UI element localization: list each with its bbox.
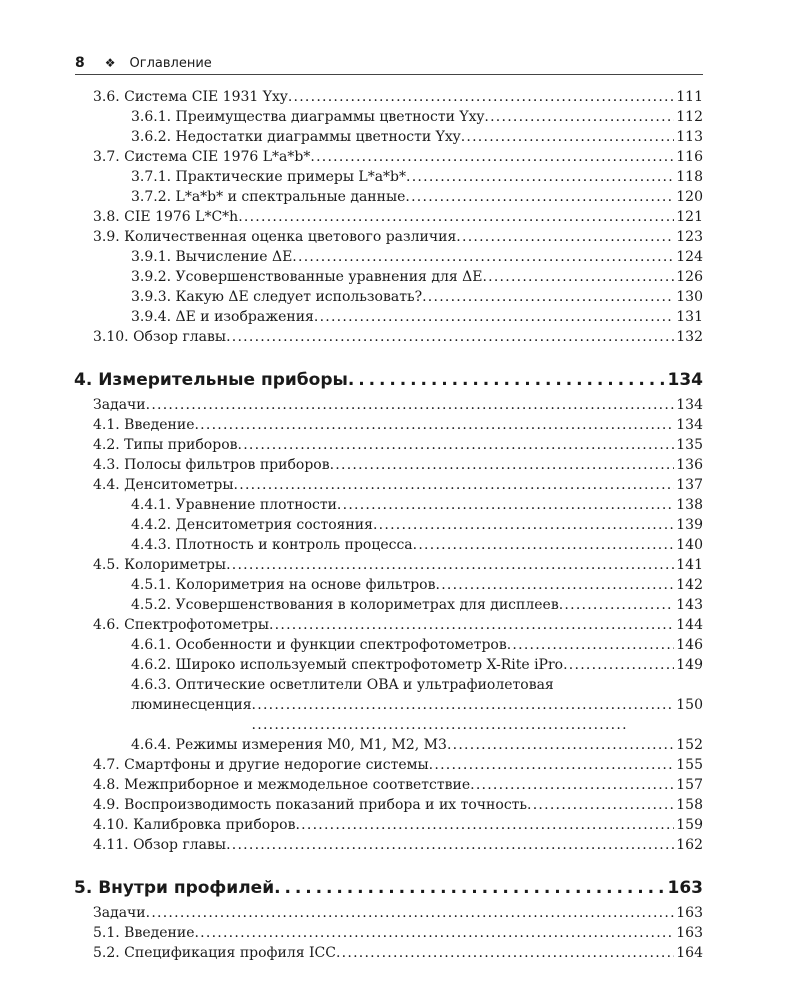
toc-entry-page: 134 [676,417,703,433]
toc-entry-title: 4.6. Спектрофотометры [93,617,269,633]
toc-entry-title: 3.7.1. Практические примеры L*a*b* [131,169,407,185]
leader-dots [234,475,675,495]
leader-dots [226,555,674,575]
toc-entry[interactable] [93,755,703,775]
page-number: 8 [75,55,85,71]
toc-entry-page: 164 [676,945,703,961]
toc-entry[interactable] [131,575,703,595]
toc-entry-page: 121 [676,209,703,225]
leader-dots [330,455,675,475]
toc-entry-page: 163 [676,925,703,941]
leader-dots [292,247,674,267]
toc-entry-page: 139 [676,517,703,533]
leader-dots [405,187,674,207]
toc-entry-page: 163 [676,905,703,921]
toc-entry[interactable] [131,287,703,307]
toc-entry-title: 4.3. Полосы фильтров приборов [93,457,330,473]
leader-dots [269,615,674,635]
toc-entry-title: 4.1. Введение [93,417,195,433]
toc-entry-title-continued: люминесценция [131,697,252,713]
toc-entry[interactable] [131,127,703,147]
toc-entry-page: 141 [676,557,703,573]
toc-entry[interactable] [131,515,703,535]
toc-entry-page: 150 [676,697,703,713]
leader-dots [314,307,674,327]
toc-entry[interactable] [131,535,703,555]
toc-entry-page: 137 [676,477,703,493]
toc-entry-page: 136 [676,457,703,473]
toc-entry-page: 118 [676,169,703,185]
toc-entry[interactable] [93,87,703,107]
leader-dots [194,415,674,435]
toc-entry-title: 4.7. Смартфоны и другие недорогие системы [93,757,429,773]
running-header [75,52,703,75]
toc-entry-page: 135 [676,437,703,453]
toc-entry-title: 3.9.4. ΔE и изображения [131,309,314,325]
toc-entry-title: 3.10. Обзор главы [93,329,227,345]
toc-entry-title: 3.9. Количественная оценка цветового различия [93,229,457,245]
leader-dots [238,207,674,227]
toc-entry-page: 159 [676,817,703,833]
toc-entry-page: 116 [676,149,703,165]
toc-chapter[interactable] [74,367,703,393]
leader-dots [238,435,675,455]
leader-dots [226,835,674,855]
toc-entry-page: 113 [676,129,703,145]
leader-dots [274,875,665,901]
toc-entry-title: 3.7. Система CIE 1976 L*a*b* [93,149,311,165]
toc-entry-page: 157 [676,777,703,793]
leader-dots [484,107,674,127]
toc-entry[interactable] [131,107,703,127]
toc-entry-page: 130 [676,289,703,305]
toc-entry[interactable] [93,775,703,795]
toc-entry-page: 146 [676,637,703,653]
toc-chapter-title: 5. Внутри профилей [74,878,275,898]
toc-entry-title: 3.9.1. Вычисление ΔE [131,249,293,265]
toc-entry[interactable] [131,247,703,267]
toc-entry-page: 134 [676,397,703,413]
leader-dots [194,923,674,943]
toc-entry-page: 120 [676,189,703,205]
toc-entry-title: 4.4.2. Денситометрия состояния [131,517,373,533]
leader-dots [507,635,675,655]
leader-dots [348,367,666,393]
leader-dots [563,655,674,675]
leader-dots [310,147,674,167]
toc-entry-title: Задачи [93,905,146,921]
toc-entry-title: 3.9.3. Какую ΔE следует использовать? [131,289,423,305]
toc-entry[interactable] [93,795,703,815]
toc-entry-title: 4.11. Обзор главы [93,837,227,853]
toc-entry[interactable] [93,147,703,167]
toc-entry-page: 152 [676,737,703,753]
toc-entry[interactable] [93,415,703,435]
leader-dots [527,795,674,815]
toc-entry[interactable] [93,615,703,635]
leader-dots [422,287,674,307]
toc-entry[interactable] [131,595,703,615]
leader-dots [146,903,675,923]
toc-entry-title: 4.4. Денситометры [93,477,234,493]
toc-entry-title: 4.6.3. Оптические осветлители OBA и ультрафиолетовая [131,677,554,693]
toc-entry[interactable] [93,923,703,943]
toc-entry-page: 162 [676,837,703,853]
toc-entry[interactable] [93,815,703,835]
toc-entry[interactable] [93,455,703,475]
toc-entry-title: 3.6. Система CIE 1931 Yxy [93,89,288,105]
toc-entry-page: 112 [676,109,703,125]
toc-entry-title: 4.8. Межприборное и межмодельное соответствие [93,777,471,793]
leader-dots [146,395,675,415]
leader-dots [456,227,674,247]
toc-entry-title: 4.4.3. Плотность и контроль процесса [131,537,413,553]
toc-entry-title: 4.2. Типы приборов [93,437,238,453]
toc-entry-page: 155 [676,757,703,773]
toc-entry-page: 143 [676,597,703,613]
leader-dots [559,595,675,615]
toc-entry-page: 124 [676,249,703,265]
leader-dots [436,575,675,595]
leader-dots [406,167,674,187]
section-title: Оглавление [129,55,212,71]
leader-dots [470,775,674,795]
leader-dots [295,815,674,835]
toc-entry[interactable] [93,555,703,575]
toc-entry-title: 4.4.1. Уравнение плотности [131,497,337,513]
toc-entry[interactable] [131,495,703,515]
toc-entry[interactable] [131,187,703,207]
table-of-contents [74,87,703,963]
toc-entry[interactable] [131,655,703,675]
toc-entry[interactable] [93,943,703,963]
toc-entry[interactable] [93,435,703,455]
toc-entry[interactable] [93,835,703,855]
toc-entry[interactable] [93,207,703,227]
toc-entry[interactable] [131,675,703,735]
toc-entry-title: 3.6.2. Недостатки диаграммы цветности Yxy [131,129,461,145]
toc-entry-title: 4.6.2. Широко используемый спектрофотометр X-Rite iPro [131,657,564,673]
leader-dots [413,535,675,555]
toc-entry-title: 3.8. CIE 1976 L*C*h [93,209,239,225]
toc-chapter-page: 134 [667,370,703,390]
toc-entry-page: 132 [676,329,703,345]
toc-entry-title: 4.5. Колориметры [93,557,227,573]
leader-dots [288,87,674,107]
toc-entry[interactable] [131,635,703,655]
toc-entry-title: 4.5.1. Колориметрия на основе фильтров [131,577,436,593]
toc-entry[interactable] [131,307,703,327]
toc-entry[interactable] [93,395,703,415]
toc-entry-title: 4.6.4. Режимы измерения M0, M1, M2, M3 [131,737,447,753]
toc-entry-page: 158 [676,797,703,813]
leader-dots [461,127,675,147]
toc-entry-title: Задачи [93,397,146,413]
toc-entry-title: 5.2. Спецификация профиля ICC [93,945,336,961]
toc-entry-title: 3.6.1. Преимущества диаграммы цветности Yxy [131,109,485,125]
toc-entry-page: 138 [676,497,703,513]
toc-entry[interactable] [93,327,703,347]
toc-entry[interactable] [93,227,703,247]
toc-entry-page: 144 [676,617,703,633]
toc-entry-title: 3.9.2. Усовершенствованные уравнения для ΔE [131,269,483,285]
toc-entry-page: 123 [676,229,703,245]
toc-entry[interactable] [93,475,703,495]
toc-entry-title: 4.6.1. Особенности и функции спектрофотометров [131,637,507,653]
leader-dots [252,695,675,735]
toc-entry-page: 149 [676,657,703,673]
leader-dots [429,755,675,775]
toc-entry[interactable] [131,167,703,187]
toc-chapter-title: 4. Измерительные приборы [74,370,348,390]
toc-entry-page: 131 [676,309,703,325]
toc-entry-title: 4.10. Калибровка приборов [93,817,296,833]
ornament-icon: ❖ [104,56,116,70]
toc-entry-title: 3.7.2. L*a*b* и спектральные данные [131,189,406,205]
toc-entry-page: 111 [676,89,703,105]
toc-chapter-page: 163 [667,878,703,898]
toc-entry[interactable] [131,735,703,755]
leader-dots [447,735,674,755]
toc-entry-page: 126 [676,269,703,285]
toc-entry-title: 4.5.2. Усовершенствования в колориметрах для дисплеев [131,597,559,613]
leader-dots [482,267,674,287]
toc-entry[interactable] [131,267,703,287]
toc-entry-page: 142 [676,577,703,593]
leader-dots [337,495,674,515]
leader-dots [336,943,674,963]
toc-entry[interactable] [93,903,703,923]
leader-dots [373,515,674,535]
leader-dots [226,327,674,347]
toc-entry-title: 4.9. Воспроизводимость показаний прибора и их точность [93,797,528,813]
toc-entry-title: 5.1. Введение [93,925,195,941]
toc-entry-page: 140 [676,537,703,553]
toc-chapter[interactable] [74,875,703,901]
